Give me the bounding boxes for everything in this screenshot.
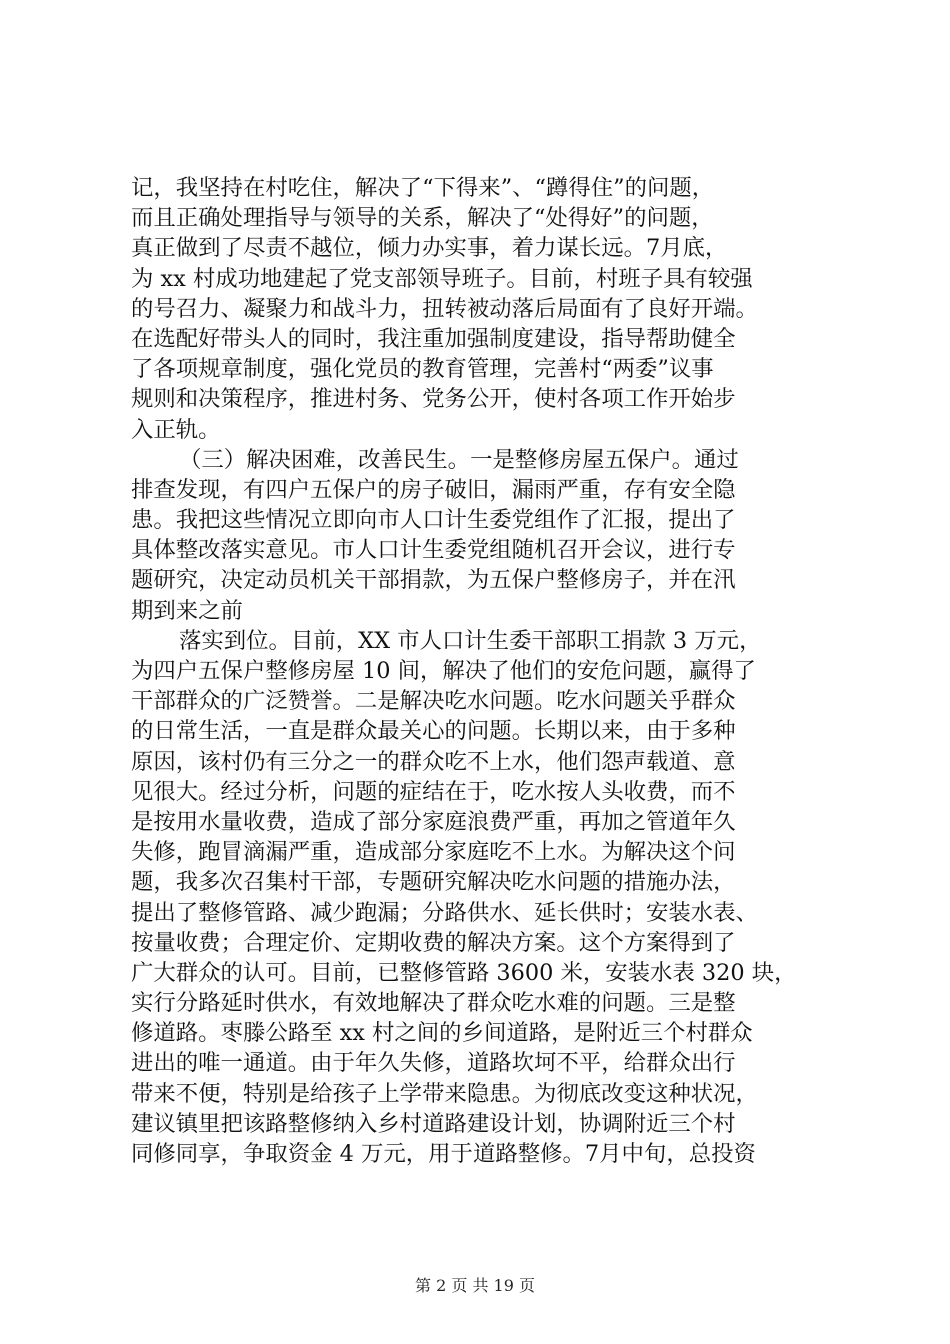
text-line: 题，我多次召集村干部，专题研究解决吃水问题的措施办法， xyxy=(131,869,736,896)
page-footer: 第 2 页 共 19 页 xyxy=(415,1276,535,1295)
body-text xyxy=(131,173,831,1169)
text-line: 原因，该村仍有三分之一的群众吃不上水，他们怨声载道、意 xyxy=(131,748,736,775)
text-line: 排查发现，有四户五保户的房子破旧，漏雨严重，存有安全隐 xyxy=(131,476,736,503)
text-line: 修道路。枣滕公路至 xx 村之间的乡间道路，是附近三个村群众 xyxy=(131,1020,753,1047)
text-line: 而且正确处理指导与领导的关系，解决了“处得好”的问题， xyxy=(131,205,714,232)
text-line: 的日常生活，一直是群众最关心的问题。长期以来，由于多种 xyxy=(131,718,736,745)
text-line: 的号召力、凝聚力和战斗力，扭转被动落后局面有了良好开端。 xyxy=(131,295,758,322)
text-line: 按量收费；合理定价、定期收费的解决方案。这个方案得到了 xyxy=(131,929,736,956)
text-line: 入正轨。 xyxy=(131,416,221,443)
text-line: 带来不便，特别是给孩子上学带来隐患。为彻底改变这种状况， xyxy=(131,1080,758,1107)
text-line: 了各项规章制度，强化党员的教育管理，完善村“两委”议事 xyxy=(131,356,714,383)
text-line: 期到来之前 xyxy=(131,597,243,624)
text-line: 实行分路延时供水，有效地解决了群众吃水难的问题。三是整 xyxy=(131,990,736,1017)
text-line: 为四户五保户整修房屋 10 间，解决了他们的安危问题，赢得了 xyxy=(131,658,756,684)
text-line: 干部群众的广泛赞誉。二是解决吃水问题。吃水问题关乎群众 xyxy=(131,688,736,715)
text-line: 失修，跑冒滴漏严重，造成部分家庭吃不上水。为解决这个问 xyxy=(131,839,736,866)
paragraph-start-line: （三）解决困难，改善民生。一是整修房屋五保户。通过 xyxy=(179,446,739,473)
text-line: 是按用水量收费，造成了部分家庭浪费严重，再加之管道年久 xyxy=(131,808,736,835)
text-line: 题研究，决定动员机关干部捐款，为五保户整修房子，并在汛 xyxy=(131,567,736,594)
text-line: 规则和决策程序，推进村务、党务公开，使村各项工作开始步 xyxy=(131,386,736,413)
text-line: 真正做到了尽责不越位，倾力办实事，着力谋长远。7月底， xyxy=(131,235,728,262)
text-line: 同修同享，争取资金 4 万元，用于道路整修。7月中旬，总投资 xyxy=(131,1141,756,1167)
text-line: 广大群众的认可。目前，已整修管路 3600 米，安装水表 320 块， xyxy=(131,959,797,986)
text-line: 为 xx 村成功地建起了党支部领导班子。目前，村班子具有较强 xyxy=(131,265,753,292)
text-line: 在选配好带头人的同时，我注重加强制度建设，指导帮助健全 xyxy=(131,325,736,352)
text-line: 见很大。经过分析，问题的症结在于，吃水按人头收费，而不 xyxy=(131,778,736,805)
text-line: 记，我坚持在村吃住，解决了“下得来”、“蹲得住”的问题， xyxy=(131,175,715,201)
text-line: 具体整改落实意见。市人口计生委党组随机召开会议，进行专 xyxy=(131,537,736,564)
paragraph-start-line: 落实到位。目前，XX 市人口计生委干部职工捐款 3 万元， xyxy=(179,627,762,654)
text-line: 进出的唯一通道。由于年久失修，道路坎坷不平，给群众出行 xyxy=(131,1050,736,1077)
text-line: 患。我把这些情况立即向市人口计生委党组作了汇报，提出了 xyxy=(131,507,736,534)
text-line: 提出了整修管路、减少跑漏；分路供水、延长供时；安装水表、 xyxy=(131,899,758,926)
text-line: 建议镇里把该路整修纳入乡村道路建设计划，协调附近三个村 xyxy=(131,1110,736,1137)
